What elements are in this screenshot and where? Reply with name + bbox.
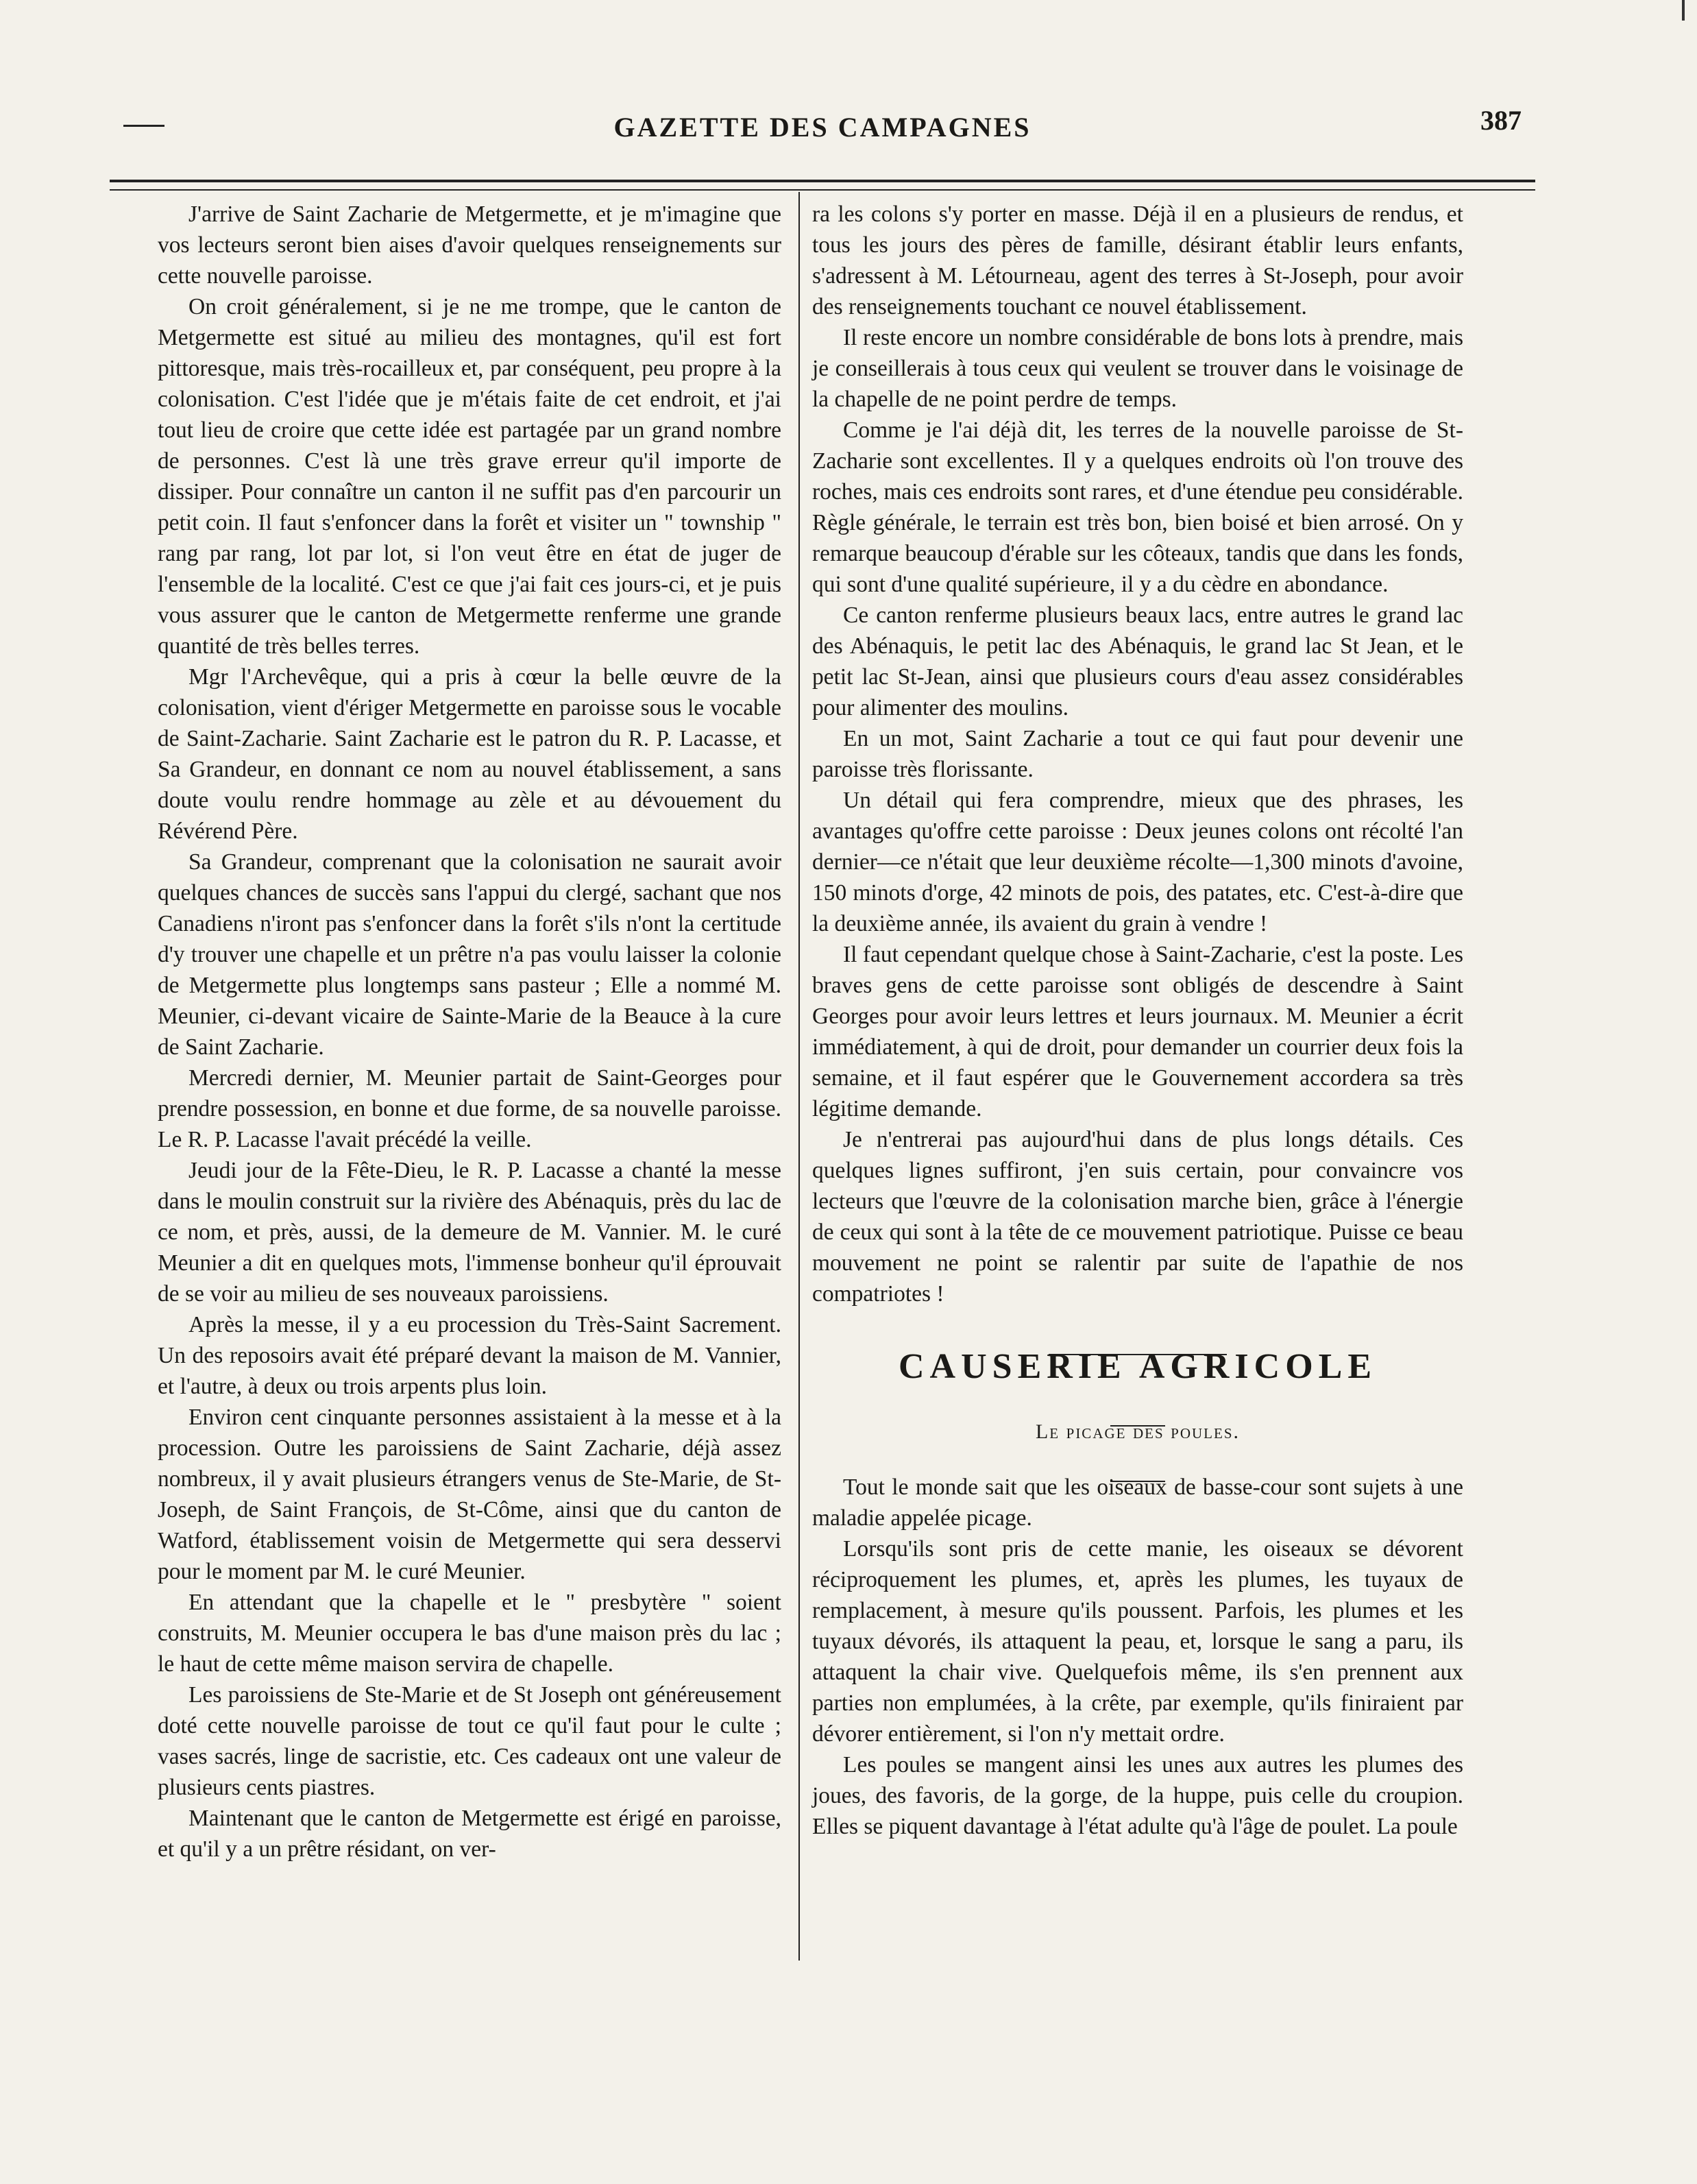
article-paragraph: Un détail qui fera comprendre, mieux que des phrases, les avantages qu'offre cette paroisse : Deux jeunes colons ont récolté l'an dernier—ce n'était que leur deuxième récolte—1,300 minots d'avoine, 150 minots d'orge, 42 minots de pois, des patates, etc. C'est-à-dire que la deuxième année, ils avaient du grain à vendre !	[812, 788, 1463, 936]
section-paragraph: Tout le monde sait que les oiseaux de basse-cour sont sujets à une maladie appelée picage.	[812, 1475, 1463, 1531]
article-paragraph: Les paroissiens de Ste-Marie et de St Joseph ont généreusement doté cette nouvelle paroisse de tout ce qu'il faut pour le culte ; vases sacrés, linge de sacristie, etc. Ces cadeaux ont une valeur de plusieurs cents piastres.	[158, 1682, 781, 1800]
article-paragraph: J'arrive de Saint Zacharie de Metgermette, et je m'imagine que vos lecteurs seront bien aises d'avoir quelques renseignements sur cette nouvelle paroisse.	[158, 202, 781, 289]
section-paragraph: Lorsqu'ils sont pris de cette manie, les oiseaux se dévorent réciproquement les plumes, et, après les plumes, les tuyaux de remplacement, à mesure qu'ils poussent. Parfois, les plumes et les tuyaux dévorés, ils attaquent la peau, et, lorsque le sang a paru, ils attaquent la chair vive. Quelquefois même, ils s'en prennent aux parties non emplumées, à la crête, par exemple, qu'ils finiraient par dévorer entièrement, si l'on n'y mettait ordre.	[812, 1536, 1463, 1747]
article-paragraph: On croit généralement, si je ne me trompe, que le canton de Metgermette est situé au milieu des montagnes, qu'il est fort pittoresque, mais très-rocailleux et, par conséquent, peu propre à la colonisation. C'est l'idée que je m'étais faite de cet endroit, et j'ai tout lieu de croire que cette idée est partagée par un grand nombre de personnes. C'est là une très grave erreur qu'il importe de dissiper. Pour connaître un canton il ne suffit pas d'en parcourir un petit coin. Il faut s'enfoncer dans la forêt et visiter un " township " rang par rang, lot par lot, si l'on veut être en état de juger de l'ensemble de la localité. C'est ce que j'ai fait ces jours-ci, et je puis vous assurer que le canton de Metgermette renferme une grande quantité de très belles terres.	[158, 294, 781, 659]
article-paragraph: Environ cent cinquante personnes assistaient à la messe et à la procession. Outre les paroissiens de Saint Zacharie, déjà assez nombreux, il y avait plusieurs étrangers venus de Ste-Marie, de St-Joseph, de Saint François, de St-Côme, ainsi que du canton de Watford, établissement voisin de Metgermette qui sera desservi pour le moment par M. le curé Meunier.	[158, 1405, 781, 1584]
article-paragraph: Il reste encore un nombre considérable de bons lots à prendre, mais je conseillerais à tous ceux qui veulent se trouver dans le voisinage de la chapelle de ne point perdre de temps.	[812, 325, 1463, 412]
article-paragraph: Jeudi jour de la Fête-Dieu, le R. P. Lacasse a chanté la messe dans le moulin construit sur la rivière des Abénaquis, près du lac de ce nom, et près, aussi, de la demeure de M. Vannier. M. le curé Meunier a dit en quelques mots, l'immense bonheur qu'il éprouvait de se voir au milieu de ses nouveaux paroissiens.	[158, 1158, 781, 1307]
article-paragraph: Il faut cependant quelque chose à Saint-Zacharie, c'est la poste. Les braves gens de cette paroisse sont obligés de descendre à Saint Georges pour avoir leurs lettres et leurs journaux. M. Meunier a écrit immédiatement, à qui de droit, pour demander un courrier deux fois la semaine, et il faut espérer que le Gouvernement accordera sa très légitime demande.	[812, 942, 1463, 1121]
right-column	[812, 199, 1463, 1842]
page-header	[110, 104, 1535, 152]
scan-edge-mark	[1682, 0, 1685, 21]
article-paragraph: Mgr l'Archevêque, qui a pris à cœur la belle œuvre de la colonisation, vient d'ériger Metgermette en paroisse sous le vocable de Saint-Zacharie. Saint Zacharie est le patron du R. P. Lacasse, et Sa Grandeur, en donnant ce nom au nouvel établissement, a sans doute voulu rendre hommage au zèle et au dévouement du Révérend Père.	[158, 664, 781, 844]
article-paragraph: En un mot, Saint Zacharie a tout ce qui faut pour devenir une paroisse très florissante.	[812, 726, 1463, 782]
column-divider	[798, 192, 800, 1961]
section-paragraph: Les poules se mangent ainsi les unes aux autres les plumes des joues, des favoris, de la gorge, de la huppe, puis celle du croupion. Elles se piquent davantage à l'état adulte qu'à l'âge de poulet. La poule	[812, 1752, 1463, 1839]
article-paragraph: Maintenant que le canton de Metgermette est érigé en paroisse, et qu'il y a un prêtre résidant, on ver-	[158, 1806, 781, 1862]
short-rule	[812, 1459, 1463, 1462]
article-paragraph: Ce canton renferme plusieurs beaux lacs, entre autres le grand lac des Abénaquis, le petit lac des Abénaquis, le grand lac St Jean, et le petit lac St-Jean, ainsi que plusieurs cours d'eau assez considérables pour alimenter des moulins.	[812, 603, 1463, 720]
article-paragraph: ra les colons s'y porter en masse. Déjà il en a plusieurs de rendus, et tous les jours des pères de famille, désirant établir leurs enfants, s'adressent à M. Létourneau, agent des terres à St-Joseph, pour avoir des renseignements touchant ce nouvel établissement.	[812, 202, 1463, 319]
section-separator	[812, 1333, 1463, 1337]
article-paragraph: Sa Grandeur, comprenant que la colonisation ne saurait avoir quelques chances de succès sans l'appui du clergé, sachant que nos Canadiens n'iront pas s'enfoncer dans la forêt s'ils n'ont la certitude d'y trouver une chapelle et un prêtre n'a pas voulu laisser la colonie de Metgermette plus longtemps sans pasteur ; Elle a nommé M. Meunier, ci-devant vicaire de Sainte-Marie de la Beauce à la cure de Saint Zacharie.	[158, 849, 781, 1060]
section-subtitle: Le picage des poules.	[1035, 1420, 1240, 1443]
publication-title: GAZETTE DES CAMPAGNES	[613, 112, 1031, 143]
article-paragraph: Je n'entrerai pas aujourd'hui dans de plus longs détails. Ces quelques lignes suffiront, j'en suis certain, pour convaincre vos lecteurs que l'œuvre de la colonisation marche bien, grâce à l'énergie de ceux qui sont à la tête de ce mouvement patriotique. Puisse ce beau mouvement ne point se ralentir par suite de l'apathie de nos compatriotes !	[812, 1127, 1463, 1307]
article-paragraph: Mercredi dernier, M. Meunier partait de Saint-Georges pour prendre possession, en bonne et due forme, de sa nouvelle paroisse. Le R. P. Lacasse l'avait précédé la veille.	[158, 1065, 781, 1152]
section-title: CAUSERIE AGRICOLE	[898, 1347, 1378, 1386]
short-rule	[812, 1404, 1463, 1407]
article-paragraph: Après la messe, il y a eu procession du Très-Saint Sacrement. Un des reposoirs avait été préparé devant la maison de M. Vannier, et l'autre, à deux ou trois arpents plus loin.	[158, 1312, 781, 1399]
page-number: 387	[1480, 105, 1522, 136]
article-paragraph: Comme je l'ai déjà dit, les terres de la nouvelle paroisse de St-Zacharie sont excellentes. Il y a quelques endroits où l'on trouve des roches, mais ces endroits sont rares, et d'une étendue peu considérable. Règle générale, le terrain est très bon, bien boisé et bien arrosé. On y remarque beaucoup d'érable sur les côteaux, tandis que dans les fonds, qui sont d'une qualité supérieure, il y a du cèdre en abondance.	[812, 417, 1463, 597]
left-column	[158, 199, 781, 1865]
header-double-rule	[110, 180, 1535, 191]
article-paragraph: En attendant que la chapelle et le " presbytère " soient construits, M. Meunier occupera le bas d'une maison près du lac ; le haut de cette même maison servira de chapelle.	[158, 1590, 781, 1677]
